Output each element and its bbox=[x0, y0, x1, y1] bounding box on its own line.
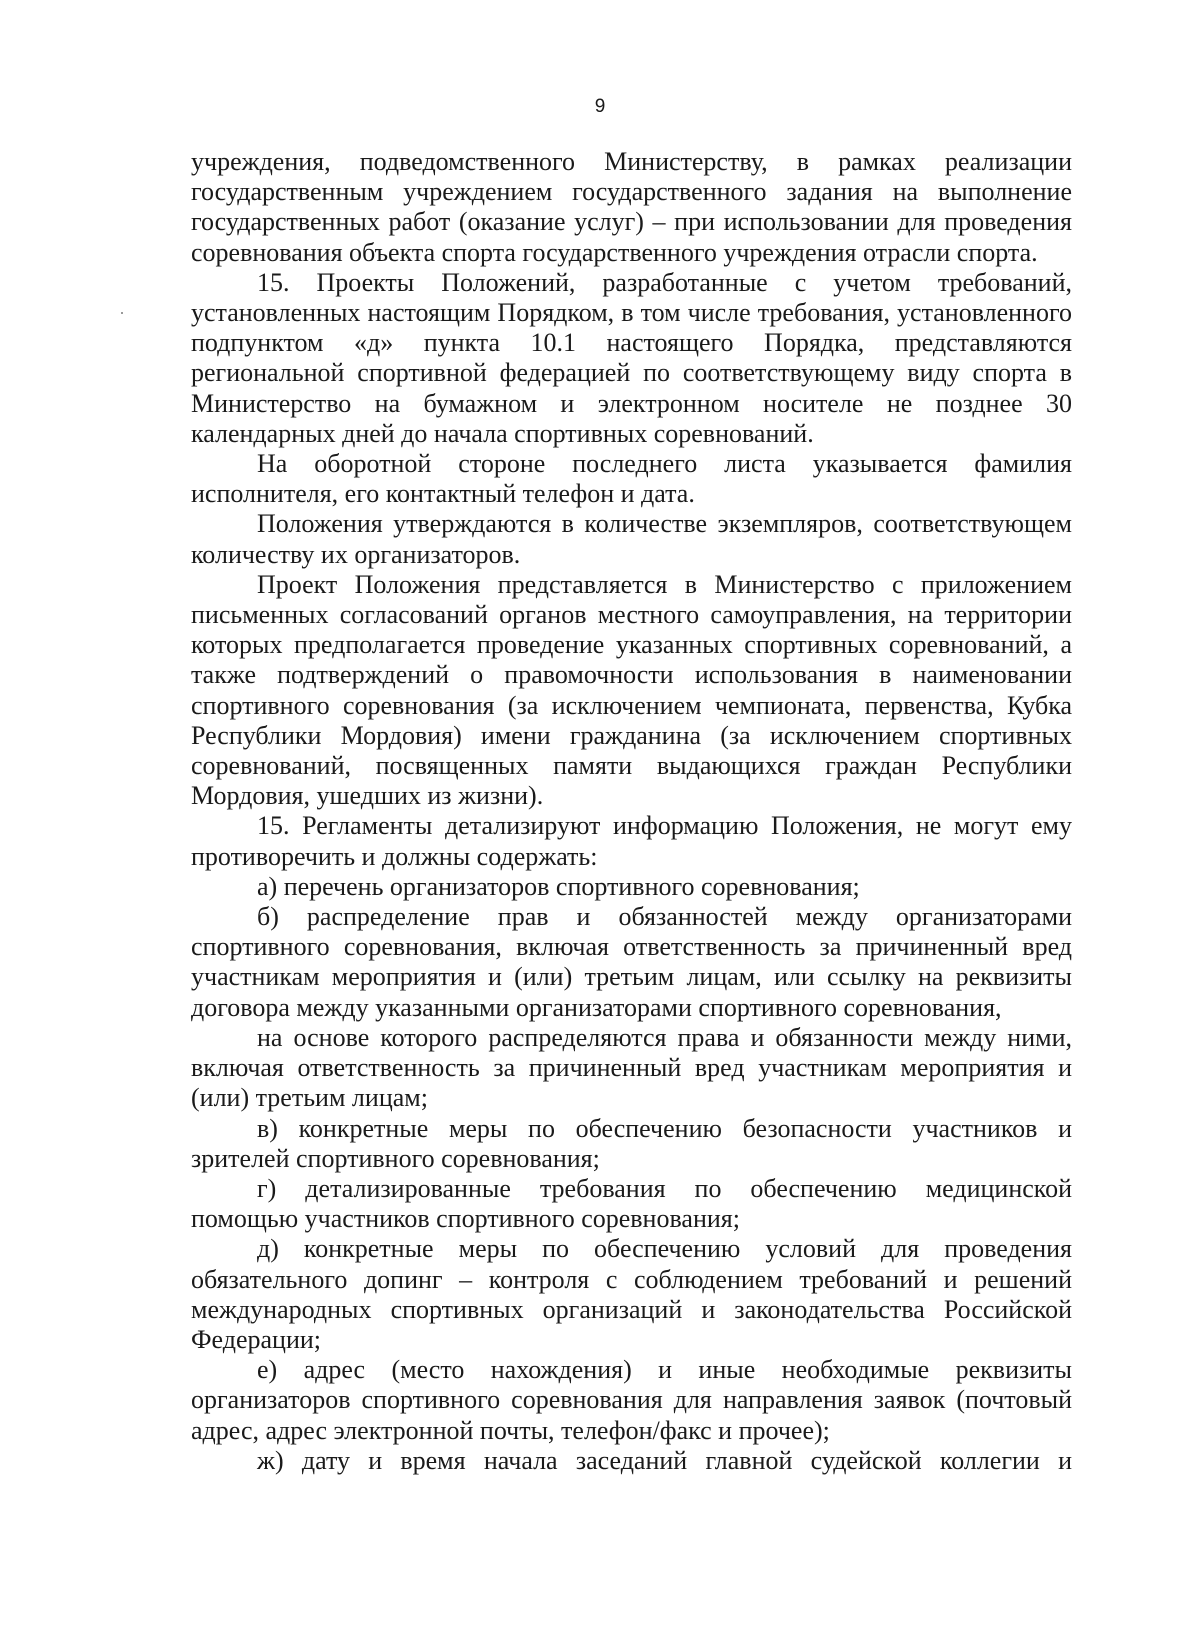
scan-speck bbox=[121, 312, 123, 314]
paragraph-project-approval: Проект Положения представляется в Министерство с приложением письменных согласований органов местного самоуправления, на территории которых предполагается проведение указанных спортивных соревнований, а также подтверждений о правомочности использования в наименовании спортивного соревнования (за исключением чемпионата, первенства, Кубка Республики Мордовия) имени гражданина (за исключением спортивных соревнований, посвященных памяти выдающихся граждан Республики Мордовия, ушедших из жизни). bbox=[191, 569, 1072, 811]
paragraph-item-15-projects: 15. Проекты Положений, разработанные с учетом требований, установленных настоящим Порядком, в том числе требования, установленного подпунктом «д» пункта 10.1 настоящего Порядка, представляются региональной спортивной федерацией по соответствующему виду спорта в Министерство на бумажном и электронном носителе не позднее 30 календарных дней до начала спортивных соревнований. bbox=[191, 267, 1072, 448]
paragraph-item-15-regulations: 15. Регламенты детализируют информацию Положения, не могут ему противоречить и должны содержать: bbox=[191, 811, 1072, 871]
paragraph-reverse-side: На оборотной стороне последнего листа указывается фамилия исполнителя, его контактный телефон и дата. bbox=[191, 449, 1072, 509]
paragraph-copies: Положения утверждаются в количестве экземпляров, соответствующем количеству их организаторов. bbox=[191, 509, 1072, 569]
list-item-b: б) распределение прав и обязанностей между организаторами спортивного соревнования, включая ответственность за причиненный вред участникам мероприятия и (или) третьим лицам, или ссылку на реквизиты договора между указанными организаторами спортивного соревнования, bbox=[191, 902, 1072, 1022]
list-item-e: е) адрес (место нахождения) и иные необходимые реквизиты организаторов спортивного соревнования для направления заявок (почтовый адрес, адрес электронной почты, телефон/факс и прочее); bbox=[191, 1355, 1072, 1445]
page-number: 9 bbox=[594, 96, 606, 117]
list-item-v: в) конкретные меры по обеспечению безопасности участников и зрителей спортивного соревнования; bbox=[191, 1113, 1072, 1173]
list-item-zh: ж) дату и время начала заседаний главной судейской коллегии и bbox=[257, 1445, 1072, 1475]
list-item-g: г) детализированные требования по обеспечению медицинской помощью участников спортивного соревнования; bbox=[191, 1173, 1072, 1234]
document-body bbox=[191, 147, 1072, 1476]
list-item-d: д) конкретные меры по обеспечению условий для проведения обязательного допинг – контроля с соблюдением требований и решений международных спортивных организаций и законодательства Российской Федерации; bbox=[191, 1234, 1072, 1354]
list-item-b-continuation: на основе которого распределяются права и обязанности между ними, включая ответственность за причиненный вред участникам мероприятия и (или) третьим лицам; bbox=[191, 1022, 1072, 1113]
paragraph-continuation: учреждения, подведомственного Министерству, в рамках реализации государственным учреждением государственного задания на выполнение государственных работ (оказание услуг) – при использовании для проведения соревнования объекта спорта государственного учреждения отрасли спорта. bbox=[191, 147, 1072, 267]
list-item-a: а) перечень организаторов спортивного соревнования; bbox=[257, 871, 860, 901]
